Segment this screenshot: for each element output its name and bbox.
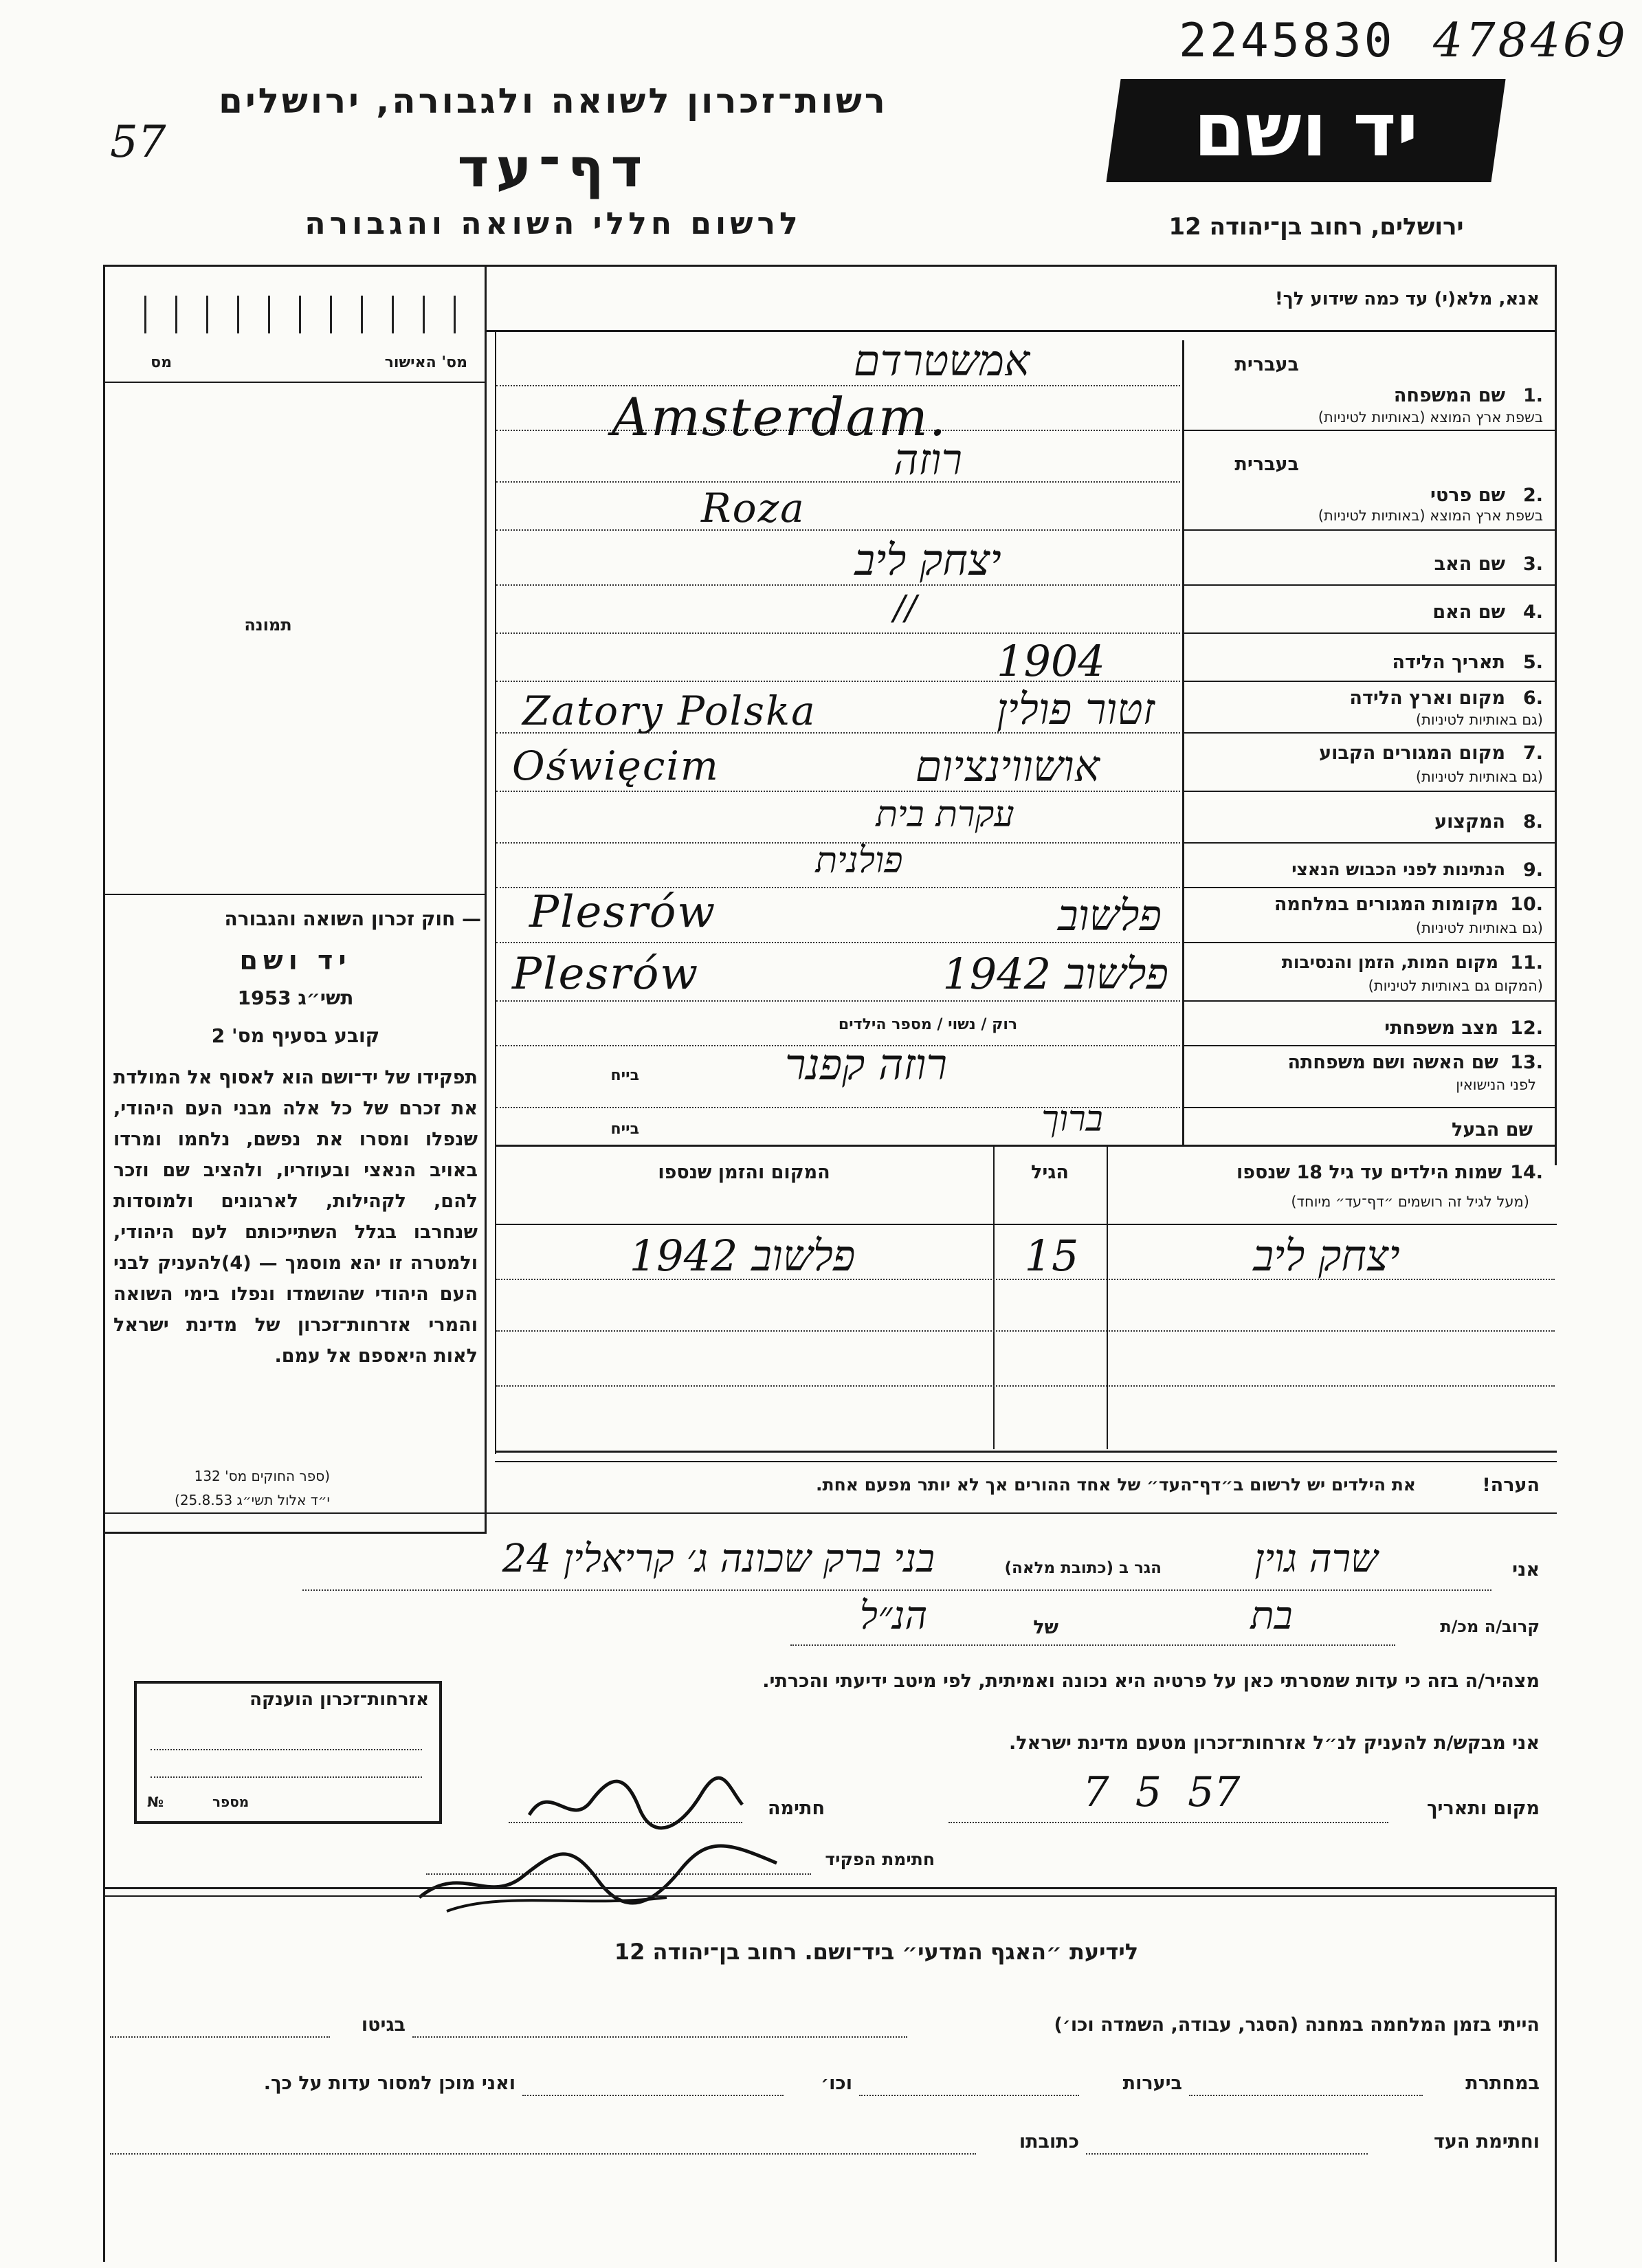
note-title: הערה! — [1482, 1475, 1540, 1496]
bottom-line-2-end: ואני מוכן למסור עדות על כך. — [263, 2073, 515, 2094]
field-1-sublabel: בשפת ארץ המוצא (באותיות לטיניות) — [1318, 409, 1543, 426]
field-7-label: מקום המגורים הקבוע — [1319, 742, 1505, 764]
husband-name-suffix: בייח — [610, 1121, 639, 1138]
children-number: 14. — [1510, 1162, 1543, 1183]
of-label: של — [1033, 1617, 1058, 1638]
page-title: דף־עד — [457, 137, 650, 199]
children-col-age: הגיל — [1031, 1162, 1069, 1183]
field-11-label: מקום המות, הזמן והנסיבות — [1281, 952, 1498, 972]
bottom-witness-signature: וחתימת העד — [1434, 2131, 1540, 2153]
field-1-value-hebrew: אמשטרדם — [853, 335, 1030, 386]
field-11-sublabel: (המקום גם באותיות לטיניות) — [1368, 978, 1543, 994]
child-1-name: יצחק ליב — [1253, 1231, 1400, 1281]
declarant-address-label: הגר ב (כתובת מלאה) — [1004, 1559, 1162, 1577]
citizenship-certificate-box — [134, 1681, 442, 1824]
note-text: את הילדים יש לרשום ב״דף־העד״ של אחד ההורים אך לא יותר מפעם אחת. — [816, 1475, 1416, 1495]
field-6-value-hebrew: זטור פולין — [996, 684, 1155, 734]
field-10-value-latin: Plesrów — [529, 887, 717, 938]
child-1-age: 15 — [1024, 1231, 1079, 1281]
field-7-sublabel: (גם באותיות לטיניות) — [1415, 769, 1543, 785]
children-col-place: המקום והזמן שנספו — [658, 1162, 830, 1183]
field-2-sublabel: בשפת ארץ המוצא (באותיות לטיניות) — [1318, 507, 1543, 524]
field-11-value-latin: Plesrów — [512, 949, 700, 1000]
authority-name: רשות־זכרון לשואה ולגבורה, ירושלים — [219, 81, 888, 121]
field-10-sublabel: (גם באותיות לטיניות) — [1415, 920, 1543, 936]
children-sublabel: (מעל לגיל זה רושמים ״דף־עד״ מיוחד) — [1291, 1193, 1529, 1210]
field-6-number: 6. — [1522, 687, 1543, 709]
law-reference-2: י״ד אלול תשי״ג 25.8.53) — [175, 1492, 330, 1508]
field-4-value: // — [894, 588, 917, 628]
approval-number-label: מס' האישור — [384, 354, 467, 371]
law-title: — חוק זכרון השואה והגבורה — [224, 907, 481, 930]
field-12-number: 12. — [1510, 1017, 1543, 1039]
field-7-value-hebrew: אושווינציום — [915, 741, 1100, 791]
citizenship-request: אני מבקש/ת להעניק לנ״ל אזרחות־זכרון מטעם מדינת ישראל. — [1008, 1732, 1540, 1754]
of-value: הנ״ל — [859, 1594, 928, 1638]
field-3-label: שם האב — [1434, 553, 1505, 575]
field-8-label: המקצוע — [1434, 811, 1505, 833]
field-6-sublabel: (גם באותיות לטיניות) — [1415, 712, 1543, 728]
law-reference-1: (ספר החוקים מס' 132 — [194, 1468, 330, 1484]
official-signature — [406, 1822, 790, 1918]
archive-number: 2245830 — [1179, 14, 1395, 68]
field-6-value-latin: Zatory Polska — [522, 687, 817, 734]
relation-value: בת — [1250, 1594, 1293, 1638]
page-subtitle: לרשום חללי השואה והגבורה — [304, 206, 802, 241]
field-13-sublabel: לפני הנישואין — [1456, 1077, 1536, 1093]
field-5-label: תאריך הלידה — [1392, 652, 1505, 673]
certificate-title: אזרחות־זכרון הוענקה — [249, 1689, 429, 1710]
official-signature-label: חתימת הפקיד — [825, 1849, 935, 1869]
approval-no-label: מס — [151, 354, 172, 371]
field-11-value-hebrew: פלשוב 1942 — [942, 949, 1168, 999]
bottom-line-2-forests: ביערות — [1122, 2073, 1182, 2094]
approval-number-boxes — [144, 296, 467, 333]
husband-name-value: ברוך — [1041, 1099, 1103, 1140]
child-1-place-time: פלשוב 1942 — [629, 1231, 856, 1281]
certificate-number-label: מספר — [212, 1794, 249, 1810]
place-date-label: מקום ותאריך — [1426, 1798, 1540, 1819]
field-7-value-latin: Oświęcim — [512, 742, 720, 789]
certificate-no-sign: № — [147, 1794, 164, 1810]
field-2-lang-hebrew: בעברית — [1234, 454, 1299, 475]
signature-label: חתימה — [767, 1798, 825, 1819]
declarant-name: שרה גוין — [1254, 1537, 1378, 1581]
field-9-label: הנתינות לפני הכבוש הנאצי — [1291, 859, 1505, 879]
bottom-line-2-start: במחתרת — [1465, 2073, 1540, 2094]
field-9-number: 9. — [1522, 859, 1543, 881]
place-date-value: 7 5 57 — [1083, 1768, 1241, 1816]
address: ירושלים, רחוב בן־יהודה 12 — [1168, 213, 1464, 241]
declarant-ani: אני — [1512, 1559, 1540, 1581]
field-10-value-hebrew: פלשוב — [1057, 890, 1162, 940]
field-1-value-latin: Amsterdam. — [612, 386, 947, 448]
field-1-lang-hebrew: בעברית — [1234, 354, 1299, 375]
field-2-value-latin: Roza — [701, 485, 806, 531]
fill-request: אנא, מלא(י) עד כמה שידוע לך! — [1274, 289, 1540, 309]
field-4-number: 4. — [1522, 602, 1543, 623]
law-section: קובע בסעיף מס' 2 — [211, 1024, 380, 1047]
field-13-number: 13. — [1510, 1052, 1543, 1073]
field-9-value: פולנית — [815, 840, 903, 881]
law-year: תשי״ג 1953 — [237, 987, 354, 1009]
bottom-line-1-end: בגיטו — [361, 2014, 406, 2036]
field-11-number: 11. — [1510, 952, 1543, 973]
field-12-label: מצב משפחתי — [1384, 1017, 1498, 1039]
relation-label: קרוב/ה מכ/ת — [1440, 1617, 1540, 1636]
children-label: שמות הילדים עד גיל 18 שנספו — [1236, 1162, 1502, 1183]
field-2-number: 2. — [1522, 485, 1543, 506]
yad-vashem-logo — [1106, 79, 1505, 182]
field-10-number: 10. — [1510, 894, 1543, 915]
field-5-number: 5. — [1522, 652, 1543, 673]
field-2-label: שם פרטי — [1430, 485, 1505, 506]
field-7-number: 7. — [1522, 742, 1543, 764]
bottom-line-1: הייתי בזמן המלחמה במחנה (הסגר, עבודה, השמדה וכו׳) — [1054, 2014, 1540, 2036]
declaration-text: מצהיר/ה בזה כי עדות שמסרתי כאן על פרטיה היא נכונה ואמיתית, לפי מיטב ידיעתי והכרתי. — [762, 1671, 1540, 1692]
field-1-number: 1. — [1522, 385, 1543, 406]
field-3-value: יצחק ליב — [854, 535, 1001, 585]
field-6-label: מקום וארץ הלידה — [1349, 687, 1505, 709]
law-name: יד ושם — [239, 945, 352, 976]
husband-name-label: שם הבעל — [1451, 1119, 1533, 1141]
field-13-label: שם האשה ושם משפחתה — [1287, 1052, 1498, 1073]
field-5-value: 1904 — [997, 636, 1105, 686]
field-1-label: שם המשפחה — [1393, 385, 1505, 406]
photo-label: תמונה — [244, 615, 292, 635]
field-2-value-hebrew: רוזה — [894, 434, 962, 485]
record-number: 478469 — [1433, 14, 1628, 68]
field-8-value: עקרת בית — [876, 794, 1014, 835]
field-10-label: מקומות המגורים במלחמה — [1274, 894, 1498, 915]
field-13-suffix: בייח — [610, 1067, 639, 1084]
field-8-number: 8. — [1522, 811, 1543, 833]
logo-text: יד ושם — [1193, 87, 1419, 173]
declarant-address: בני ברק שכונה ג׳ קריאלין 24 — [502, 1537, 935, 1581]
field-12-value: רוק / נשוי / מספר הילדים — [838, 1016, 1018, 1033]
field-4-label: שם האם — [1432, 602, 1505, 623]
margin-page-number: 57 — [110, 117, 166, 168]
bottom-line-2-etc: וכו׳ — [821, 2073, 852, 2094]
law-text: תפקידו של יד־ושם הוא לאסוף אל המולדת את זכרם של כל אלה מבני העם היהודי, שנפלו ומסרו את נפשם, נלחמו ומרדו באויב הנאצי ובעוזריו, ולהציב שם וזכר להם, לקהילות, לארגונים ולמוסדות שנחרבו בגלל השתייכותם לעם היהודי, ולמטרה זו יהא מוסמך — (4)להעניק לבני העם היהודי שהושמדו ונפלו בימי השואה והמרי אזרחות־זכרון של מדינת ישראל לאות היאספם אל עמם. — [113, 1067, 478, 1367]
bottom-title: לידיעת ״האגף המדעי״ ביד־ושם. רחוב בן־יהודה 12 — [614, 1939, 1139, 1965]
field-3-number: 3. — [1522, 553, 1543, 575]
bottom-witness-address: כתובתו — [1019, 2131, 1079, 2153]
field-13-value: רוזה קפנר — [785, 1039, 947, 1090]
